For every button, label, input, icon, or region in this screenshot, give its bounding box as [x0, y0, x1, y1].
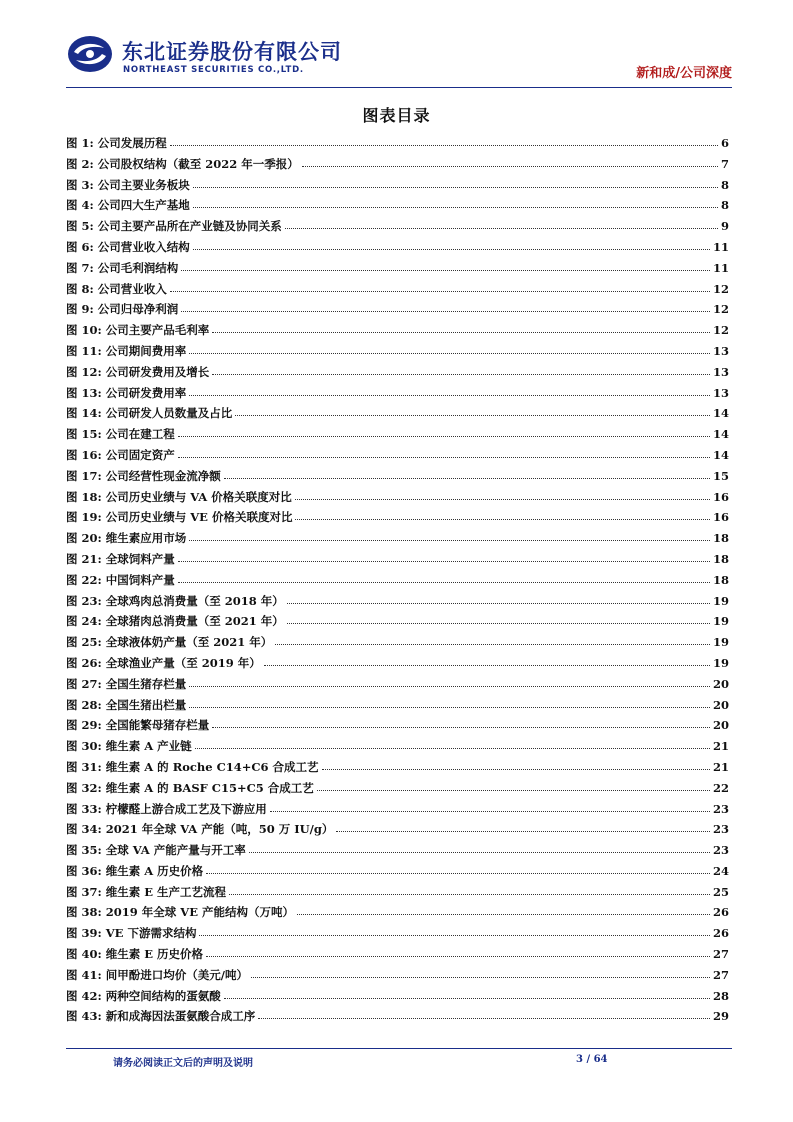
toc-entry-page: 24 [712, 863, 729, 878]
toc-entry-label: 图 19: 公司历史业绩与 VE 价格关联度对比 [66, 510, 293, 525]
toc-dot-leader [189, 394, 710, 396]
toc-entry[interactable] [66, 821, 729, 842]
toc-entry-label: 图 9: 公司归母净利润 [66, 302, 179, 317]
toc-dot-leader [206, 955, 710, 957]
toc-dot-leader [317, 789, 710, 791]
toc-entry-label: 图 28: 全国生猪出栏量 [66, 697, 187, 712]
toc-entry-page: 13 [712, 343, 729, 358]
toc-entry-page: 8 [720, 198, 729, 213]
toc-dot-leader [178, 435, 710, 437]
toc-dot-leader [224, 997, 710, 999]
toc-dot-leader [181, 269, 710, 271]
toc-entry-label: 图 36: 维生素 A 历史价格 [66, 863, 204, 878]
toc-entry-page: 18 [712, 551, 729, 566]
toc-entry-label: 图 30: 维生素 A 产业链 [66, 739, 192, 754]
toc-entry[interactable] [66, 135, 729, 156]
toc-dot-leader [287, 602, 710, 604]
toc-dot-leader [297, 913, 710, 915]
toc-entry[interactable] [66, 385, 729, 406]
company-name-en: NORTHEAST SECURITIES CO.,LTD. [123, 65, 304, 75]
toc-entry-page: 6 [720, 136, 729, 150]
toc-entry[interactable] [66, 468, 729, 489]
toc-entry[interactable] [66, 322, 729, 343]
toc-dot-leader [193, 186, 718, 188]
toc-entry-label: 图 8: 公司营业收入 [66, 281, 167, 296]
toc-entry[interactable] [66, 842, 729, 863]
toc-entry-page: 28 [712, 988, 729, 1003]
toc-entry[interactable] [66, 572, 729, 593]
toc-entry-page: 18 [712, 572, 729, 587]
toc-entry-page: 14 [712, 427, 729, 442]
toc-entry-label: 图 25: 全球液体奶产量（至 2021 年） [66, 635, 273, 650]
toc-entry-label: 图 6: 公司营业收入结构 [66, 239, 190, 254]
toc-dot-leader [212, 726, 710, 728]
toc-entry-page: 14 [712, 447, 729, 462]
toc-dot-leader [189, 539, 710, 541]
toc-entry[interactable] [66, 364, 729, 385]
toc-entry-label: 图 26: 全球渔业产量（至 2019 年） [66, 655, 261, 670]
header-divider [66, 87, 732, 88]
toc-entry[interactable] [66, 884, 729, 905]
toc-entry-label: 图 12: 公司研发费用及增长 [66, 364, 210, 379]
toc-dot-leader [270, 810, 710, 812]
toc-entry-label: 图 13: 公司研发费用率 [66, 385, 187, 400]
toc-dot-leader [249, 851, 710, 853]
toc-entry-label: 图 2: 公司股权结构（截至 2022 年一季报） [66, 156, 299, 171]
toc-entry[interactable] [66, 593, 729, 614]
toc-entry[interactable] [66, 655, 729, 676]
toc-dot-leader [212, 373, 710, 375]
toc-entry[interactable] [66, 177, 729, 198]
toc-entry-page: 20 [712, 718, 729, 733]
toc-entry-page: 21 [712, 739, 729, 754]
toc-entry-page: 29 [712, 1009, 729, 1024]
toc-entry-label: 图 37: 维生素 E 生产工艺流程 [66, 884, 227, 899]
toc-entry-page: 23 [712, 822, 729, 837]
toc-entry-page: 7 [720, 156, 729, 171]
toc-dot-leader [195, 747, 710, 749]
toc-entry-page: 20 [712, 676, 729, 691]
toc-dot-leader [189, 352, 710, 354]
toc-title: 图表目录 [362, 106, 431, 125]
toc-dot-leader [287, 622, 710, 624]
toc-dot-leader [193, 206, 718, 208]
toc-entry-page: 26 [712, 926, 729, 941]
toc-dot-leader [275, 643, 710, 645]
toc-entry[interactable] [66, 489, 729, 510]
toc-dot-leader [251, 976, 710, 978]
toc-entry[interactable] [66, 447, 729, 468]
toc-entry[interactable] [66, 676, 729, 697]
toc-entry-label: 图 43: 新和成海因法蛋氨酸合成工序 [66, 1009, 256, 1024]
toc-entry-page: 11 [712, 239, 729, 254]
toc-entry-label: 图 39: VE 下游需求结构 [66, 926, 197, 941]
toc-dot-leader [170, 144, 718, 146]
toc-entry-page: 21 [712, 759, 729, 774]
toc-entry[interactable] [66, 405, 729, 426]
toc-dot-leader [199, 934, 710, 936]
toc-entry-page: 13 [712, 364, 729, 379]
toc-dot-leader [206, 872, 710, 874]
toc-entry[interactable] [66, 801, 729, 822]
toc-entry-label: 图 42: 两种空间结构的蛋氨酸 [66, 988, 221, 1003]
toc-dot-leader [264, 664, 710, 666]
toc-entry-page: 19 [712, 655, 729, 670]
toc-dot-leader [178, 456, 710, 458]
toc-entry[interactable] [66, 197, 729, 218]
toc-entry-label: 图 10: 公司主要产品毛利率 [66, 323, 210, 338]
toc-entry[interactable] [66, 925, 729, 946]
toc-entry-label: 图 18: 公司历史业绩与 VA 价格关联度对比 [66, 489, 292, 504]
toc-entry-label: 图 14: 公司研发人员数量及占比 [66, 406, 233, 421]
toc-entry[interactable] [66, 426, 729, 447]
toc-entry-page: 15 [712, 468, 729, 483]
toc-entry-page: 25 [712, 884, 729, 899]
toc-entry-page: 16 [712, 510, 729, 525]
figure-list [66, 135, 729, 1029]
toc-entry-page: 13 [712, 385, 729, 400]
toc-dot-leader [189, 685, 710, 687]
toc-entry[interactable] [66, 218, 729, 239]
toc-entry-label: 图 34: 2021 年全球 VA 产能（吨，50 万 IU/g） [66, 822, 334, 837]
toc-entry-label: 图 35: 全球 VA 产能产量与开工率 [66, 843, 246, 858]
toc-entry[interactable] [66, 281, 729, 302]
footer-disclaimer: 请务必阅读正文后的声明及说明 [113, 1058, 253, 1069]
toc-entry[interactable] [66, 780, 729, 801]
toc-entry-page: 27 [712, 947, 729, 962]
toc-entry-page: 12 [712, 281, 729, 296]
toc-entry-page: 18 [712, 531, 729, 546]
toc-entry[interactable] [66, 613, 729, 634]
toc-entry-page: 19 [712, 635, 729, 650]
toc-entry-page: 12 [712, 302, 729, 317]
toc-dot-leader [258, 1017, 710, 1019]
footer-divider [66, 1048, 732, 1049]
toc-entry-label: 图 5: 公司主要产品所在产业链及协同关系 [66, 219, 282, 234]
page-header [66, 28, 732, 88]
toc-entry[interactable] [66, 697, 729, 718]
company-name-cn: 东北证券股份有限公司 [122, 40, 342, 64]
toc-entry-label: 图 33: 柠檬醛上游合成工艺及下游应用 [66, 801, 267, 816]
toc-entry-page: 11 [712, 260, 729, 275]
toc-entry-label: 图 29: 全国能繁母猪存栏量 [66, 718, 210, 733]
toc-dot-leader [322, 768, 710, 770]
toc-entry-label: 图 7: 公司毛利润结构 [66, 260, 179, 275]
toc-entry[interactable] [66, 530, 729, 551]
toc-dot-leader [181, 310, 710, 312]
toc-entry-page: 20 [712, 697, 729, 712]
toc-entry-page: 27 [712, 967, 729, 982]
toc-entry-page: 9 [720, 219, 729, 234]
toc-entry[interactable] [66, 759, 729, 780]
toc-entry-label: 图 16: 公司固定资产 [66, 447, 175, 462]
toc-entry[interactable] [66, 863, 729, 884]
report-type-label: 新和成/公司深度 [636, 66, 732, 81]
toc-entry-page: 23 [712, 843, 729, 858]
toc-entry[interactable] [66, 904, 729, 925]
toc-entry-label: 图 41: 间甲酚进口均价（美元/吨） [66, 967, 248, 982]
toc-entry[interactable] [66, 551, 729, 572]
toc-dot-leader [193, 248, 710, 250]
toc-dot-leader [212, 331, 710, 333]
toc-dot-leader [178, 560, 710, 562]
toc-entry-label: 图 20: 维生素应用市场 [66, 531, 187, 546]
toc-dot-leader [235, 414, 710, 416]
toc-entry[interactable] [66, 1008, 729, 1029]
toc-dot-leader [295, 498, 710, 500]
toc-entry-label: 图 11: 公司期间费用率 [66, 343, 187, 358]
toc-entry-page: 19 [712, 614, 729, 629]
toc-entry[interactable] [66, 967, 729, 988]
toc-entry[interactable] [66, 738, 729, 759]
toc-dot-leader [229, 893, 710, 895]
toc-dot-leader [170, 290, 710, 292]
toc-entry[interactable] [66, 156, 729, 177]
northeast-securities-logo-icon [66, 34, 114, 74]
toc-entry[interactable] [66, 343, 729, 364]
toc-entry-label: 图 4: 公司四大生产基地 [66, 198, 190, 213]
toc-dot-leader [295, 518, 710, 520]
toc-dot-leader [302, 165, 718, 167]
toc-entry[interactable] [66, 634, 729, 655]
toc-entry-label: 图 27: 全国生猪存栏量 [66, 676, 187, 691]
toc-entry-page: 23 [712, 801, 729, 816]
toc-entry-label: 图 15: 公司在建工程 [66, 427, 175, 442]
toc-dot-leader [178, 581, 710, 583]
page-number: 3 / 64 [576, 1054, 608, 1065]
toc-dot-leader [336, 830, 710, 832]
toc-entry[interactable] [66, 509, 729, 530]
toc-entry[interactable] [66, 946, 729, 967]
toc-dot-leader [189, 706, 710, 708]
toc-entry-label: 图 40: 维生素 E 历史价格 [66, 947, 204, 962]
toc-entry-label: 图 3: 公司主要业务板块 [66, 177, 190, 192]
toc-entry-page: 14 [712, 406, 729, 421]
toc-entry-page: 12 [712, 323, 729, 338]
toc-dot-leader [224, 477, 710, 479]
toc-entry-label: 图 32: 维生素 A 的 BASF C15+C5 合成工艺 [66, 780, 314, 795]
toc-entry-page: 16 [712, 489, 729, 504]
toc-entry-label: 图 23: 全球鸡肉总消费量（至 2018 年） [66, 593, 284, 608]
toc-entry-page: 8 [720, 177, 729, 192]
toc-entry[interactable] [66, 717, 729, 738]
toc-entry-label: 图 24: 全球猪肉总消费量（至 2021 年） [66, 614, 284, 629]
toc-dot-leader [285, 227, 718, 229]
toc-entry-label: 图 22: 中国饲料产量 [66, 572, 175, 587]
toc-entry-page: 19 [712, 593, 729, 608]
toc-entry-page: 22 [712, 780, 729, 795]
toc-entry-label: 图 17: 公司经营性现金流净额 [66, 468, 221, 483]
toc-entry-label: 图 1: 公司发展历程 [66, 136, 167, 150]
toc-entry-page: 26 [712, 905, 729, 920]
toc-entry[interactable] [66, 239, 729, 260]
toc-entry-label: 图 21: 全球饲料产量 [66, 551, 175, 566]
toc-entry[interactable] [66, 301, 729, 322]
toc-entry[interactable] [66, 988, 729, 1009]
toc-entry[interactable] [66, 260, 729, 281]
toc-entry-label: 图 31: 维生素 A 的 Roche C14+C6 合成工艺 [66, 759, 319, 774]
toc-entry-label: 图 38: 2019 年全球 VE 产能结构（万吨） [66, 905, 294, 920]
